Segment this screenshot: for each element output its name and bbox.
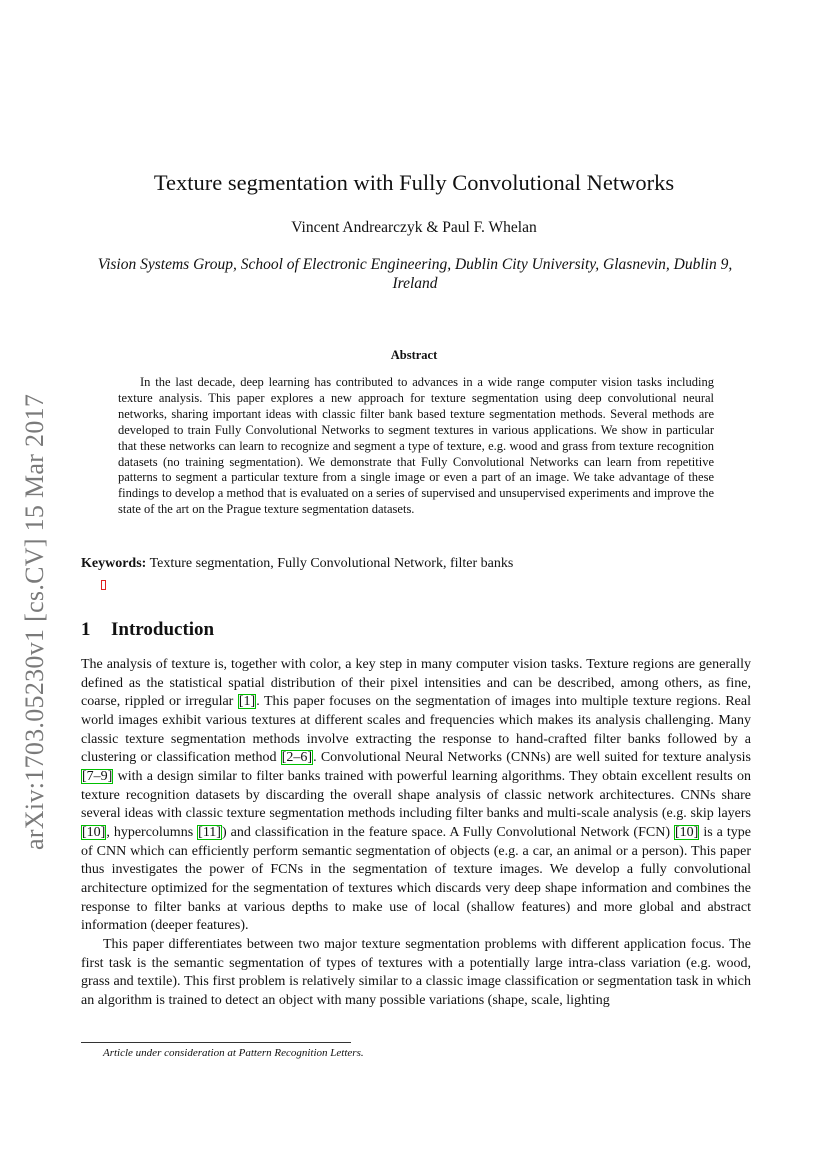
- keywords-label: Keywords:: [81, 556, 147, 571]
- author-affiliation: Vision Systems Group, School of Electronic Engineering, Dublin City University, Glasnevin, Dublin 9, Ireland: [97, 256, 733, 292]
- citation-link[interactable]: [11]: [198, 824, 221, 840]
- paragraph-text: The analysis of texture is, together with color, a key step in many computer vision tasks. Texture regions are generally defined as the statistical spatial distribution of their pixel intensities and can be described, among others, as fine, coarse, rippled or irregular: [81, 657, 751, 710]
- introduction-paragraph-2: This paper differentiates between two major texture segmentation problems with different application focus. The first task is the semantic segmentation of types of textures with a potentially large intra-class variation (e.g. wood, grass and textile). This first problem is relatively similar to a classic image classification or segmentation task in which an algorithm is trained to detect an object with many possible variations (shape, scale, lighting: [81, 936, 751, 1008]
- paragraph-text: with a design similar to filter banks trained with powerful learning algorithms. They obtain excellent results on texture recognition datasets by discarding the overall shape analysis of classic network architectures. CNNs share several ideas with classic texture segmentation methods including filter banks and multi-scale analysis (e.g. skip layers: [81, 768, 751, 822]
- paper-title: Texture segmentation with Fully Convolutional Networks: [153, 170, 675, 195]
- footnote-divider: [81, 1042, 351, 1043]
- paragraph-text: ) and classification in the feature space. A Fully Convolutional Network (FCN): [221, 824, 674, 840]
- paragraph-text: is a type of CNN which can efficiently perform semantic segmentation of objects (e.g. a car, an animal or a person). This paper thus investigates the power of FCNs in the segmentation of texture images. We develop a fully convolutional architecture optimized for the segmentation of textures which discards very deep shape information and combines the response to filter banks at various depths to make use of local (shallow features) and more global and abstract information (deeper features).: [81, 824, 751, 934]
- abstract-body: In the last decade, deep learning has contributed to advances in a wide range computer vision tasks including texture analysis. This paper explores a new approach for texture segmentation using deep convolutional neural networks, sharing important ideas with classic filter bank based texture segmentation methods. Several methods are developed to train Fully Convolutional Networks to segment textures in various applications. We show in particular that these networks can learn to recognize and segment a type of texture, e.g. wood and grass from texture recognition datasets (no training segmentation). We demonstrate that Fully Convolutional Networks can learn from repetitive patterns to segment a particular texture from a single image or even a part of an image. We take advantage of these findings to develop a method that is evaluated on a series of supervised and unsupervised experiments and improve the state of the art on the Prague texture segmentation datasets.: [118, 375, 714, 517]
- introduction-body: [81, 656, 751, 1010]
- section-number: 1: [81, 619, 91, 640]
- arxiv-identifier-stamp: arXiv:1703.05230v1 [cs.CV] 15 Mar 2017: [20, 393, 49, 850]
- paragraph-text: , hypercolumns: [106, 824, 198, 840]
- paragraph-text: . This paper focuses on the segmentation of images into multiple texture regions. Real world images exhibit various textures at different scales and frequencies which makes its analysis challenging. Many classic texture segmentation methods involve extracting the response to hand-crafted filter banks followed by a clustering or classification method: [81, 694, 751, 766]
- paper-authors: Vincent Andrearczyk & Paul F. Whelan: [291, 219, 537, 236]
- keywords-text: Texture segmentation, Fully Convolutional Network, filter banks: [146, 556, 514, 571]
- abstract-heading: Abstract: [390, 348, 438, 362]
- paragraph-text: . Convolutional Neural Networks (CNNs) are well suited for texture analysis: [313, 750, 751, 766]
- section-heading-introduction: [81, 619, 214, 641]
- citation-link[interactable]: [10]: [675, 824, 699, 840]
- section-title: Introduction: [111, 619, 215, 640]
- introduction-paragraph-1: [81, 656, 751, 936]
- citation-link[interactable]: [2–6]: [281, 750, 313, 766]
- keywords-line: [81, 556, 751, 572]
- annotation-marker: [101, 580, 106, 590]
- citation-link[interactable]: [1]: [238, 694, 256, 710]
- citation-link[interactable]: [7–9]: [82, 768, 113, 784]
- footnote: Article under consideration at Pattern Recognition Letters.: [103, 1047, 364, 1059]
- citation-link[interactable]: [10]: [82, 824, 106, 840]
